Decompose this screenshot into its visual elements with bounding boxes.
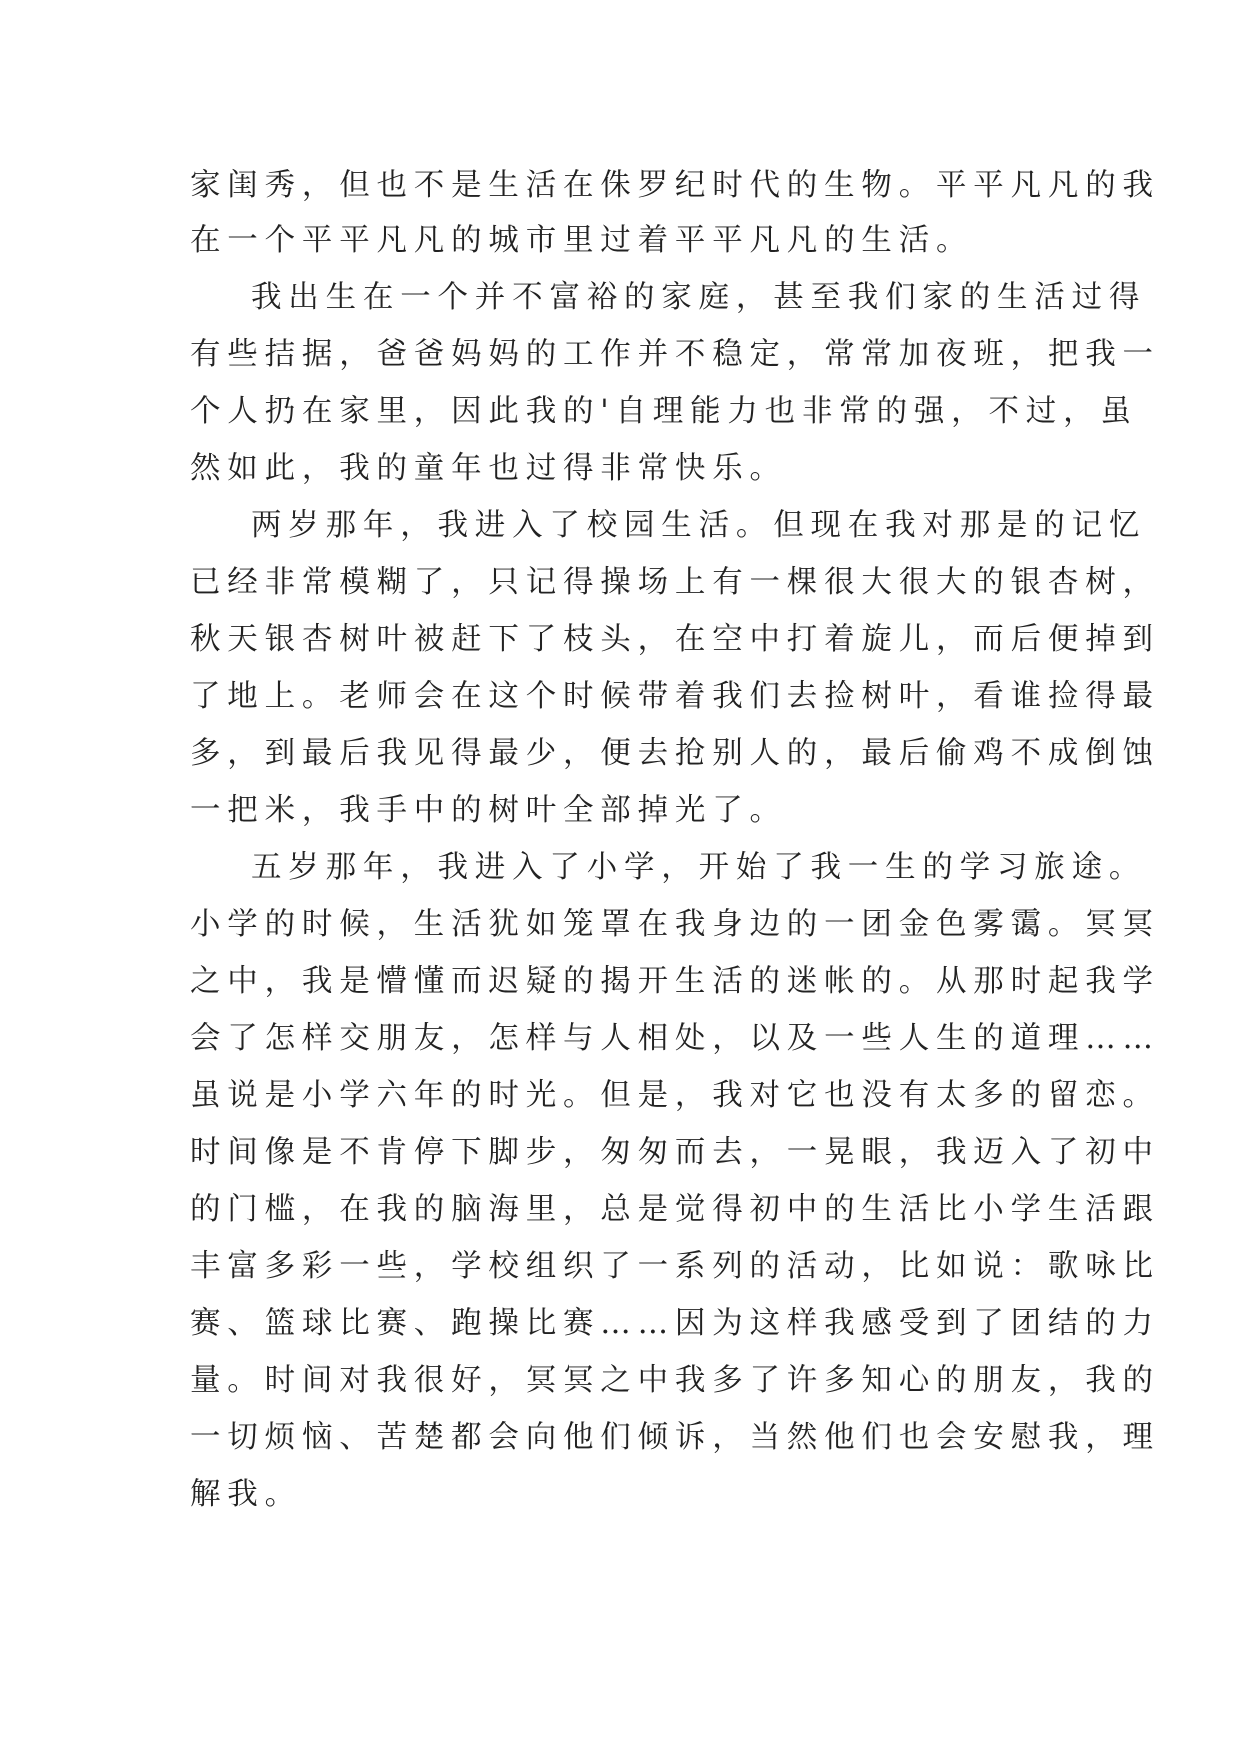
text-line: 丰富多彩一些，学校组织了一系列的活动，比如说：歌咏比 [190, 1249, 1160, 1284]
text-line: 了地上。老师会在这个时候带着我们去捡树叶，看谁捡得最 [190, 679, 1160, 714]
text-line: 赛、篮球比赛、跑操比赛……因为这样我感受到了团结的力 [190, 1306, 1160, 1341]
text-line: 的门槛，在我的脑海里，总是觉得初中的生活比小学生活跟 [190, 1192, 1160, 1227]
text-line: 个人扔在家里，因此我的'自理能力也非常的强，不过，虽 [190, 394, 1138, 429]
text-line: 小学的时候，生活犹如笼罩在我身边的一团金色雾霭。冥冥 [190, 907, 1160, 942]
text-line: 量。时间对我很好，冥冥之中我多了许多知心的朋友，我的 [190, 1363, 1160, 1398]
text-line: 然如此，我的童年也过得非常快乐。 [190, 451, 787, 486]
text-line: 多，到最后我见得最少，便去抢别人的，最后偷鸡不成倒蚀 [190, 736, 1160, 771]
text-line: 时间像是不肯停下脚步，匆匆而去，一晃眼，我迈入了初中 [190, 1135, 1160, 1170]
text-line: 两岁那年，我进入了校园生活。但现在我对那是的记忆 [251, 508, 1147, 543]
text-line: 虽说是小学六年的时光。但是，我对它也没有太多的留恋。 [190, 1078, 1160, 1113]
text-line: 会了怎样交朋友，怎样与人相处，以及一些人生的道理…… [190, 1021, 1160, 1056]
text-line: 解我。 [190, 1477, 302, 1512]
text-line: 一切烦恼、苦楚都会向他们倾诉，当然他们也会安慰我，理 [190, 1420, 1160, 1455]
text-line: 在一个平平凡凡的城市里过着平平凡凡的生活。 [190, 223, 974, 258]
text-line: 之中，我是懵懂而迟疑的揭开生活的迷帐的。从那时起我学 [190, 964, 1160, 999]
text-line: 家闺秀，但也不是生活在侏罗纪时代的生物。平平凡凡的我 [190, 168, 1160, 203]
text-line: 秋天银杏树叶被赶下了枝头，在空中打着旋儿，而后便掉到 [190, 622, 1160, 657]
text-line: 一把米，我手中的树叶全部掉光了。 [190, 793, 787, 828]
text-line: 我出生在一个并不富裕的家庭，甚至我们家的生活过得 [251, 280, 1147, 315]
text-line: 五岁那年，我进入了小学，开始了我一生的学习旅途。 [251, 850, 1147, 885]
text-line: 有些拮据，爸爸妈妈的工作并不稳定，常常加夜班，把我一 [190, 337, 1160, 372]
text-line: 已经非常模糊了，只记得操场上有一棵很大很大的银杏树， [190, 565, 1160, 600]
